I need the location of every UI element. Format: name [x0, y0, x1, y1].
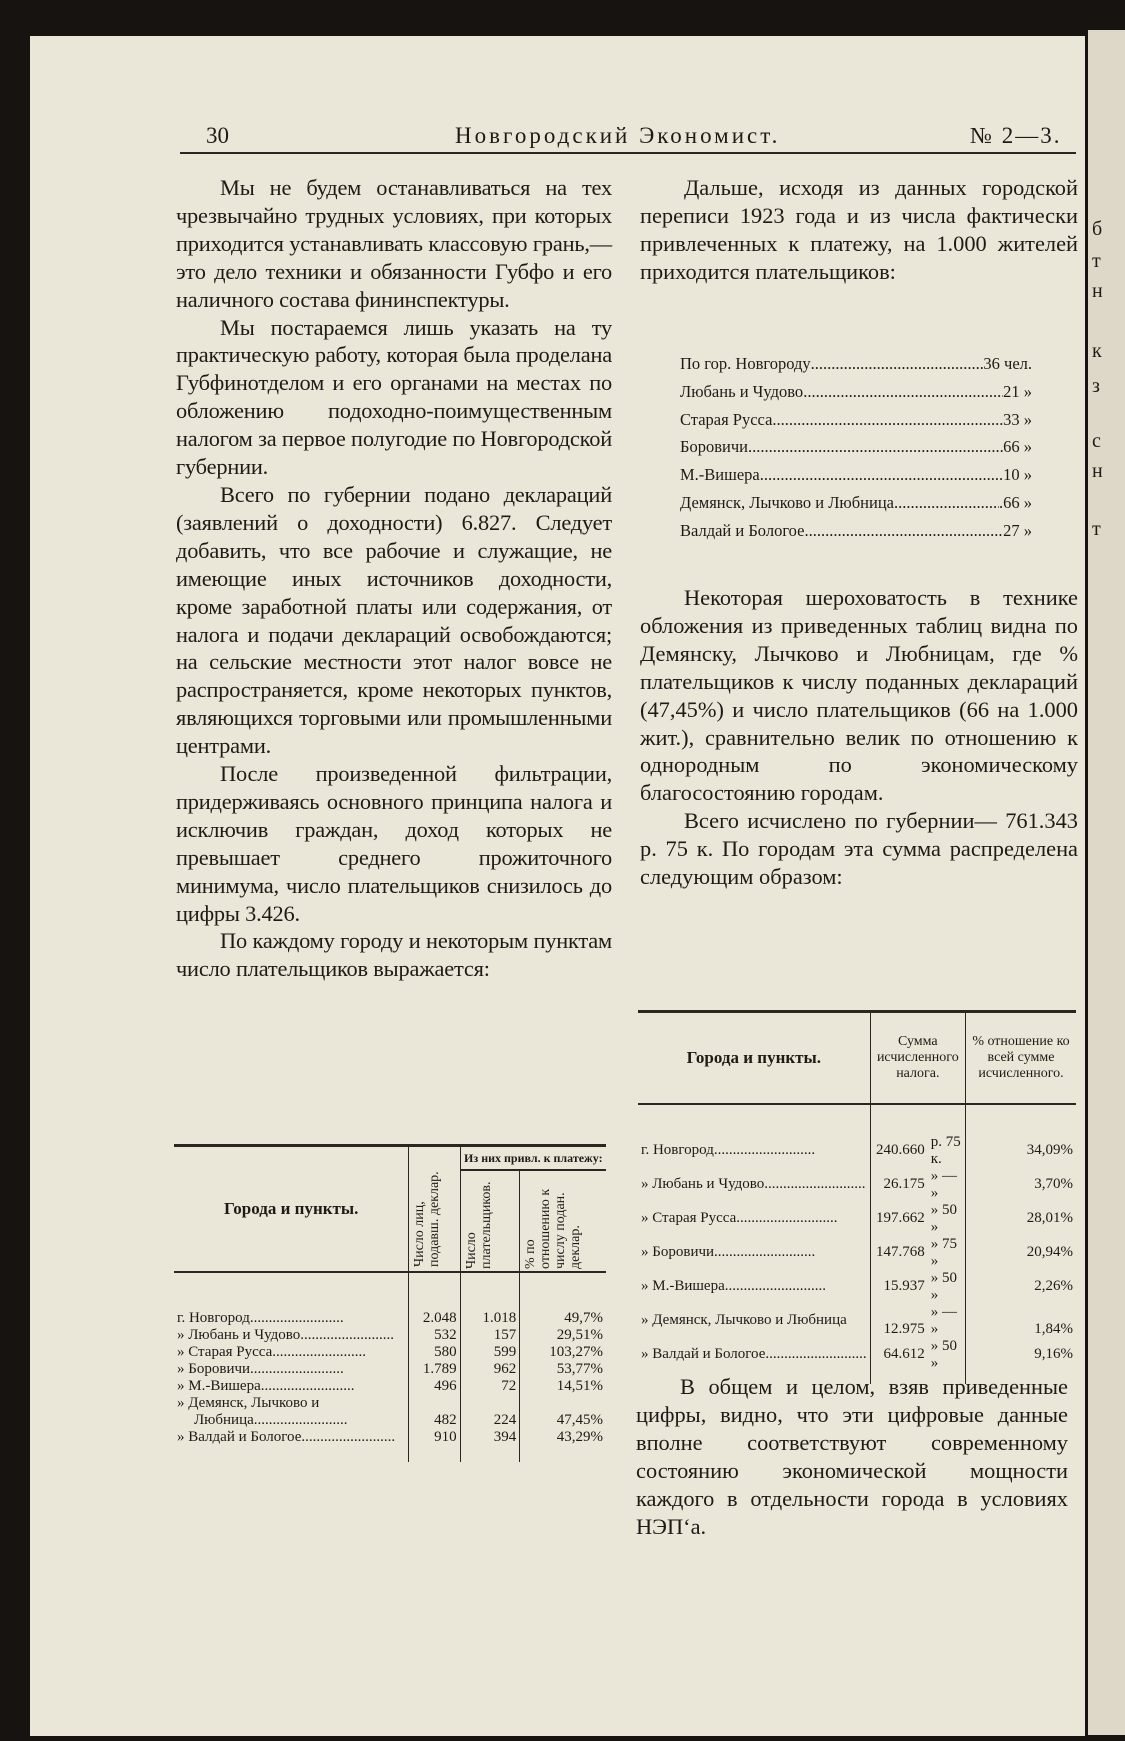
column-header: Города и пункты.: [174, 1146, 409, 1273]
table-row: » Любань и Чудово......................... 532 157 29,51%: [174, 1327, 606, 1344]
table-row: » Валдай и Бологое........................... 64.612 » 50 » 9,16%: [638, 1338, 1076, 1372]
edge-letter: т: [1092, 250, 1101, 272]
table-row: » Старая Русса......................... 580 599 103,27%: [174, 1344, 606, 1361]
paragraph: Всего исчислено по губернии— 761.343 р. 75 к. По городам эта сумма распределена следующим образом:: [640, 808, 1078, 890]
table-row: » Любань и Чудово........................... 26.175 » — » 3,70%: [638, 1168, 1076, 1202]
edge-letter: к: [1092, 340, 1102, 362]
table-row: » М.-Вишера......................... 496 72 14,51%: [174, 1378, 606, 1395]
table-row: Любница......................... 482 224 47,45%: [174, 1412, 606, 1429]
edge-letter: н: [1092, 460, 1103, 482]
list-item: По гор. Новгороду ..... 36 чел.: [680, 350, 1032, 378]
paragraph: Мы постараемся лишь указать на ту практическую работу, которая была проделана Губфинотделом и его органами на местах по обложению подоходно-поимущественным налогом за первое полугодие по Новгородской губернии.: [176, 314, 612, 480]
paragraph: По каждому городу и некоторым пунктам число плательщиков выражается:: [176, 928, 612, 982]
list-item: Боровичи ..... 66 »: [680, 433, 1032, 461]
issue-number: № 2—3.: [970, 123, 1062, 148]
edge-letter: с: [1092, 430, 1101, 452]
page-number: 30: [206, 123, 229, 148]
list-item: Валдай и Бологое ..... 27 »: [680, 517, 1032, 545]
table-row: » М.-Вишера........................... 15.937 » 50 » 2,26%: [638, 1270, 1076, 1304]
column-header: Число плательщиков.: [463, 1181, 494, 1269]
table-row: » Боровичи......................... 1.789 962 53,77%: [174, 1361, 606, 1378]
column-header: Сумма исчисленного налога.: [870, 1012, 965, 1104]
column-header: Число лиц, подавш. деклар.: [412, 1171, 443, 1267]
table-row: г. Новгород........................... 240.660 р. 75 к. 34,09%: [638, 1134, 1076, 1168]
right-column-top: [640, 174, 1078, 286]
left-column: [176, 174, 612, 983]
list-item: Любань и Чудово ..... 21 »: [680, 378, 1032, 406]
right-column-middle: [640, 584, 1078, 891]
column-header: % по отношению к числу подан. деклар.: [523, 1188, 584, 1269]
edge-letter: б: [1092, 218, 1103, 240]
paragraph: В общем и целом, взяв приведенные цифры, видно, что эти цифровые данные вполне соответствуют современному состоянию экономической мощности каждого в отдельности города в условиях НЭП‘а.: [636, 1374, 1068, 1539]
payers-per-1000-list: [680, 350, 1032, 545]
table-row: » Валдай и Бологое......................... 910 394 43,29%: [174, 1429, 606, 1446]
column-header: Города и пункты.: [638, 1012, 870, 1104]
paragraph: Дальше, исходя из данных городской переписи 1923 года и из числа фактически привлеченных к платежу, на 1.000 жителей приходится плательщиков:: [640, 175, 1078, 284]
list-item: Демянск, Лычково и Любница ..... .66 »: [680, 489, 1032, 517]
paragraph: После произведенной фильтрации, придерживаясь основного принципа налога и исключив граждан, доход которых не превышает среднего прожиточного минимума, число плательщиков снизилось до цифры 3.426.: [176, 761, 612, 926]
table-row: » Демянск, Лычково и: [174, 1395, 606, 1412]
table-row: г. Новгород......................... 2.048 1.018 49,7%: [174, 1310, 606, 1327]
edge-letter: т: [1092, 518, 1101, 540]
next-page-edge: [1088, 30, 1125, 1735]
paragraph: Некоторая шероховатость в технике обложения из приведенных таблиц видна по Демянску, Лычково и Любницам, где % плательщиков к числу поданных деклараций (47,45%) и число плательщиков (66 на 1.000 жит.), сравнительно велик по отношению к однородным по экономическому благосостоянию городам.: [640, 585, 1078, 806]
list-item: М.-Вишера ..... 10 »: [680, 461, 1032, 489]
list-item: Старая Русса ..... 33 »: [680, 406, 1032, 434]
payers-table: [174, 1144, 606, 1462]
edge-letter: н: [1092, 280, 1103, 302]
column-group-header: Из них привл. к платежу:: [460, 1146, 606, 1171]
right-column-bottom: [636, 1373, 1068, 1540]
journal-title: Новгородский Экономист.: [455, 123, 781, 148]
running-header: [180, 118, 1076, 154]
paragraph: Мы не будем останавливаться на тех чрезвычайно трудных условиях, при которых приходится устанавливать классовую грань,—это дело техники и обязанности Губфо и его наличного состава фининспектуры.: [176, 175, 612, 312]
table-row: » Демянск, Лычково и Любница 12.975 » — » 1,84%: [638, 1304, 1076, 1338]
paragraph: Всего по губернии подано деклараций (заявлений о доходности) 6.827. Следует добавить, что все рабочие и служащие, не имеющие иных источников доходности, кроме заработной платы или содержания, от налога и подачи деклараций освобождаются; на сельские местности этот налог вовсе не распространяется, кроме некоторых пунктов, являющихся торговыми или промышленными центрами.: [176, 481, 612, 759]
tax-sum-table: [638, 1010, 1076, 1384]
table-row: » Боровичи........................... 147.768 » 75 » 20,94%: [638, 1236, 1076, 1270]
table-row: » Старая Русса........................... 197.662 » 50 » 28,01%: [638, 1202, 1076, 1236]
column-header: % отношение ко всей сумме исчисленного.: [972, 1033, 1070, 1081]
edge-letter: з: [1092, 375, 1100, 397]
